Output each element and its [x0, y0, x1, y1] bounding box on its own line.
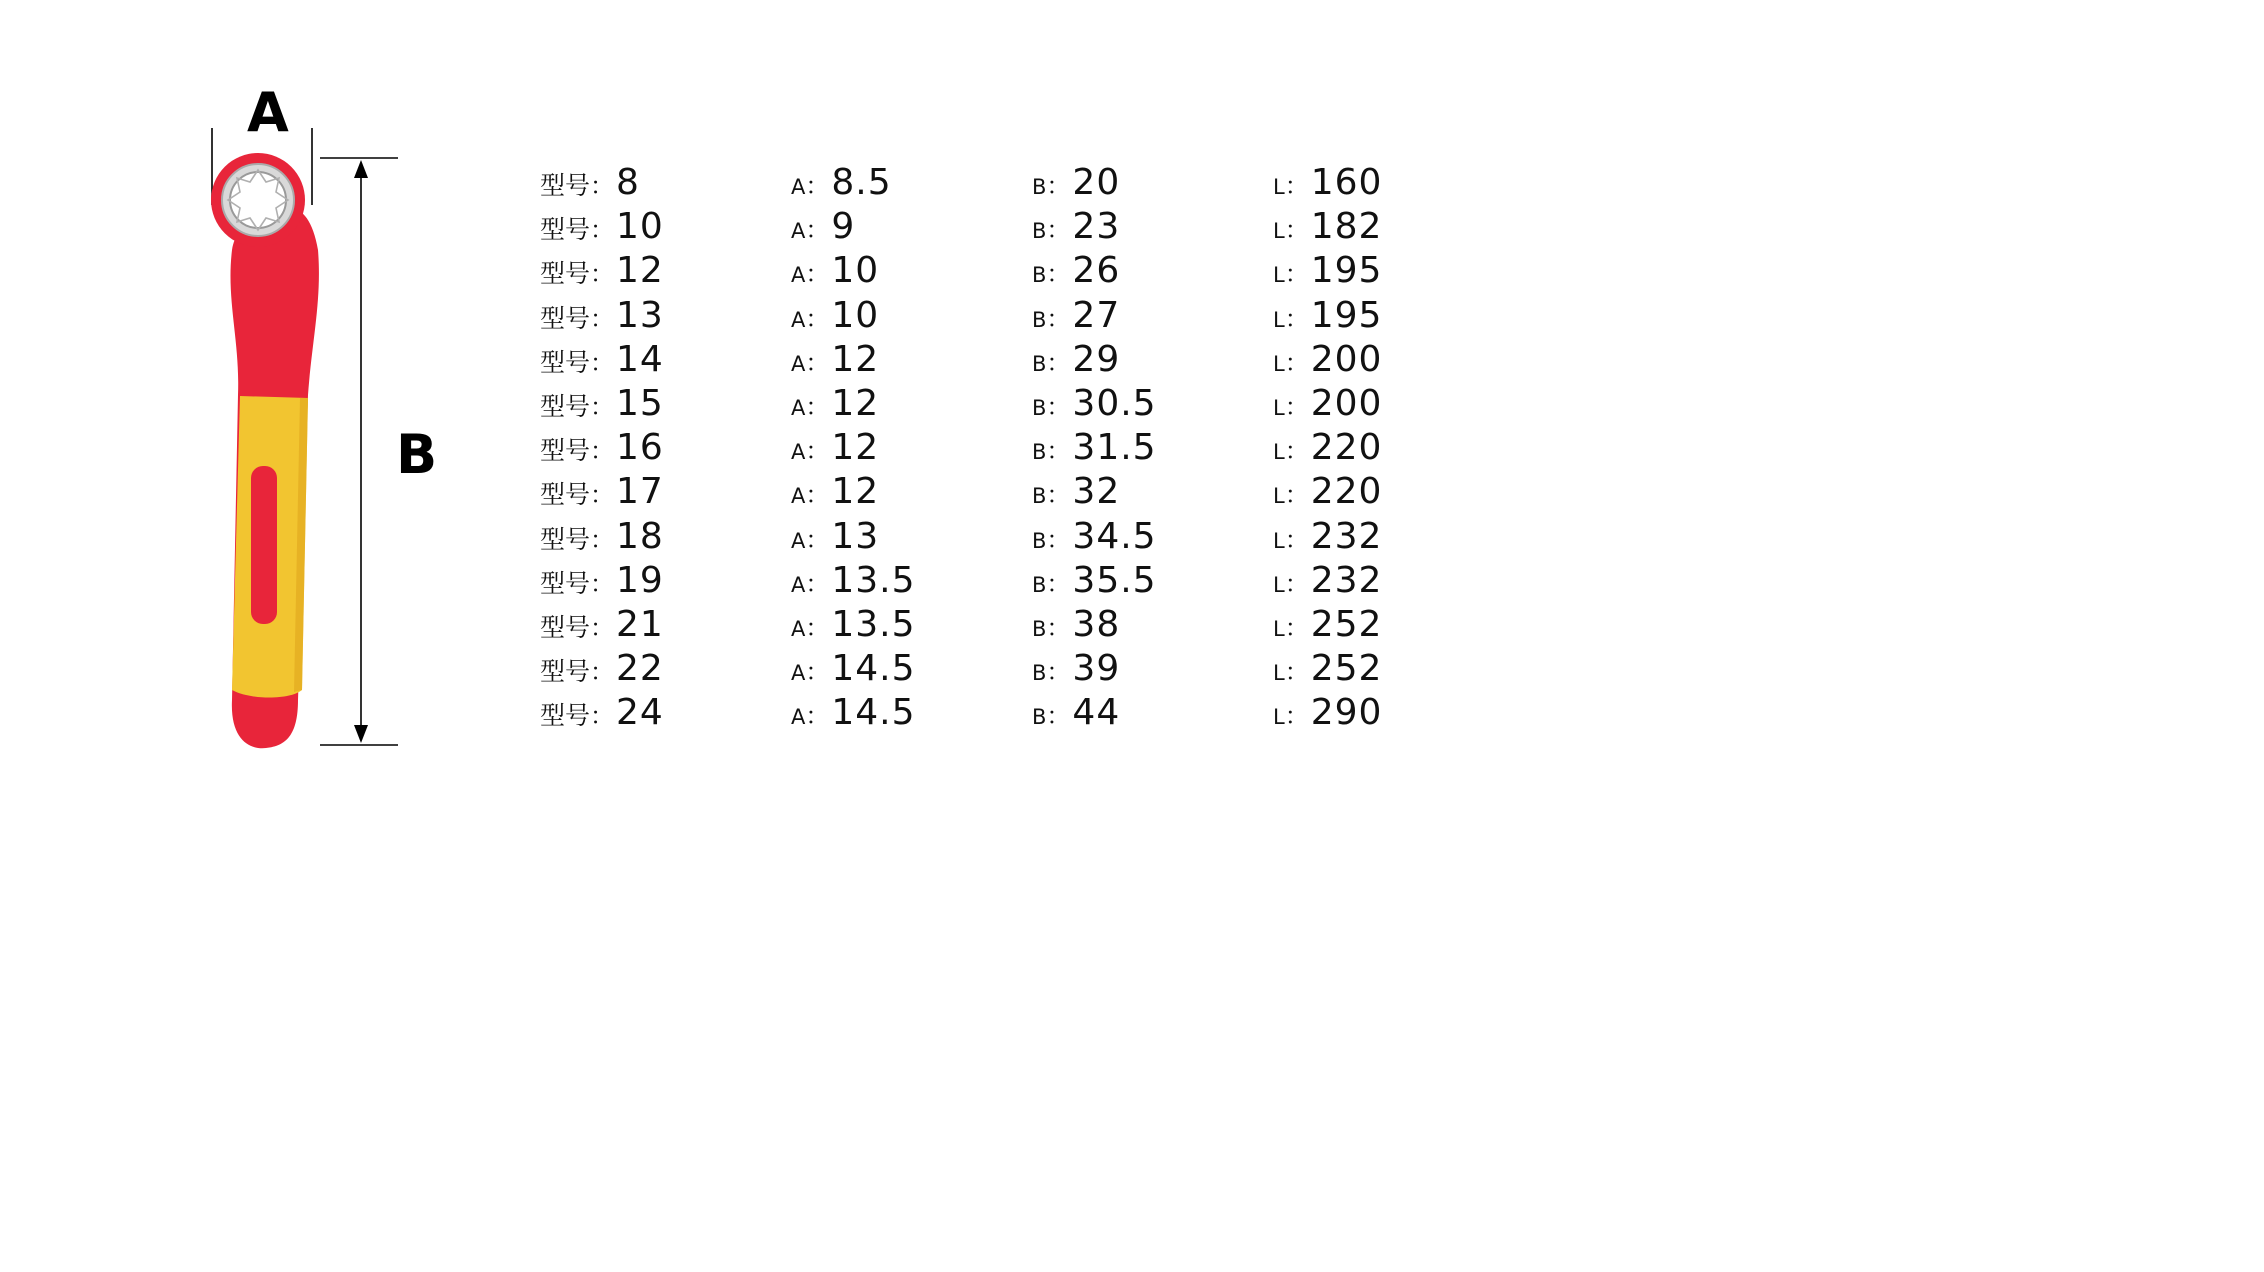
- b-label: B: [1032, 263, 1047, 288]
- a-value: 13.5: [831, 559, 916, 601]
- spec-cell-a: [791, 295, 1032, 336]
- label-colon: ：: [1046, 481, 1071, 510]
- label-colon: ：: [1284, 613, 1309, 642]
- model-label: 型号: [540, 347, 591, 377]
- spec-cell-a: [791, 250, 1032, 291]
- b-label: B: [1032, 572, 1047, 597]
- l-value: 160: [1310, 162, 1383, 203]
- model-value: 16: [616, 427, 664, 469]
- spec-cell-l: [1273, 206, 1433, 247]
- b-label: B: [1032, 395, 1047, 420]
- model-value: 18: [616, 515, 664, 557]
- spec-cell-model: [540, 604, 791, 645]
- b-value: 23: [1072, 206, 1121, 248]
- spec-cell-a: [791, 471, 1032, 512]
- label-colon: ：: [590, 216, 615, 245]
- spec-row: [540, 206, 1440, 250]
- a-label: A: [791, 307, 806, 332]
- label-colon: ：: [590, 172, 615, 200]
- spec-cell-model: [540, 648, 791, 689]
- a-value: 10: [831, 294, 880, 336]
- model-label: 型号: [540, 701, 591, 731]
- a-value: 12: [831, 382, 880, 424]
- spec-row: [540, 692, 1440, 736]
- model-label: 型号: [540, 303, 591, 333]
- l-label: L: [1273, 395, 1285, 420]
- a-value: 12: [831, 427, 880, 469]
- spec-cell-b: [1032, 339, 1273, 380]
- label-colon: ：: [805, 702, 830, 731]
- label-colon: ：: [1284, 172, 1309, 200]
- spec-cell-l: [1273, 648, 1433, 689]
- spec-cell-model: [540, 206, 791, 247]
- label-colon: ：: [590, 613, 615, 642]
- label-colon: ：: [590, 392, 615, 421]
- spec-row: [540, 383, 1440, 427]
- b-label: B: [1032, 661, 1047, 686]
- spec-cell-a: [791, 427, 1032, 468]
- a-value: 13.5: [831, 603, 916, 645]
- a-label: A: [791, 263, 806, 288]
- b-value: 34.5: [1072, 515, 1157, 557]
- dimension-b-arrow-head-top: [354, 160, 368, 178]
- l-label: L: [1273, 263, 1285, 288]
- b-label: B: [1032, 307, 1047, 332]
- spec-cell-l: [1273, 383, 1433, 424]
- spec-row: [540, 295, 1440, 339]
- a-label: A: [791, 219, 806, 244]
- label-colon: ：: [590, 437, 615, 466]
- spec-cell-model: [540, 250, 791, 291]
- spec-row: [540, 339, 1440, 383]
- b-value: 30.5: [1072, 382, 1157, 424]
- a-value: 14.5: [831, 648, 916, 690]
- label-colon: ：: [1284, 702, 1309, 731]
- a-value: 8.5: [831, 162, 892, 203]
- spec-cell-model: [540, 516, 791, 557]
- label-colon: ：: [1284, 569, 1309, 598]
- a-label: A: [791, 484, 806, 509]
- a-label: A: [791, 705, 806, 730]
- label-colon: ：: [1046, 658, 1071, 687]
- a-value: 12: [831, 471, 880, 513]
- b-value: 20: [1072, 162, 1121, 203]
- spec-cell-b: [1032, 295, 1273, 336]
- spec-cell-model: [540, 560, 791, 601]
- l-value: 200: [1310, 382, 1383, 424]
- l-label: L: [1273, 616, 1285, 641]
- model-label: 型号: [540, 568, 591, 598]
- model-value: 12: [616, 250, 664, 292]
- b-label: B: [1032, 440, 1047, 465]
- label-colon: ：: [1284, 481, 1309, 510]
- spec-cell-l: [1273, 250, 1433, 291]
- b-label: B: [1032, 705, 1047, 730]
- b-label: B: [1032, 351, 1047, 376]
- spec-cell-b: [1032, 250, 1273, 291]
- spec-cell-a: [791, 692, 1032, 733]
- l-label: L: [1273, 528, 1285, 553]
- l-value: 290: [1310, 692, 1383, 734]
- l-label: L: [1273, 572, 1285, 597]
- spec-cell-l: [1273, 471, 1433, 512]
- model-value: 22: [616, 648, 664, 690]
- spec-row: [540, 471, 1440, 515]
- label-colon: ：: [1046, 172, 1071, 200]
- b-label: B: [1032, 175, 1047, 199]
- b-label: B: [1032, 219, 1047, 244]
- label-colon: ：: [805, 348, 830, 377]
- b-label: B: [1032, 528, 1047, 553]
- label-colon: ：: [805, 569, 830, 598]
- spec-cell-b: [1032, 427, 1273, 468]
- label-colon: ：: [590, 569, 615, 598]
- b-value: 27: [1072, 294, 1121, 336]
- label-colon: ：: [1046, 216, 1071, 245]
- spec-cell-a: [791, 339, 1032, 380]
- l-value: 200: [1310, 338, 1383, 380]
- b-label: B: [1032, 484, 1047, 509]
- label-colon: ：: [590, 702, 615, 731]
- spec-cell-a: [791, 162, 1032, 203]
- label-colon: ：: [805, 216, 830, 245]
- a-value: 12: [831, 338, 880, 380]
- label-colon: ：: [1046, 569, 1071, 598]
- spec-cell-model: [540, 471, 791, 512]
- spec-cell-b: [1032, 604, 1273, 645]
- b-value: 39: [1072, 648, 1121, 690]
- label-colon: ：: [1284, 348, 1309, 377]
- label-colon: ：: [805, 481, 830, 510]
- spec-cell-b: [1032, 471, 1273, 512]
- model-value: 24: [616, 692, 664, 734]
- label-colon: ：: [1284, 260, 1309, 289]
- label-colon: ：: [805, 172, 830, 200]
- model-value: 10: [616, 206, 664, 248]
- spec-cell-l: [1273, 162, 1433, 203]
- a-value: 10: [831, 250, 880, 292]
- spec-cell-l: [1273, 295, 1433, 336]
- label-colon: ：: [590, 481, 615, 510]
- b-value: 31.5: [1072, 427, 1157, 469]
- model-value: 19: [616, 559, 664, 601]
- l-label: L: [1273, 440, 1285, 465]
- model-label: 型号: [540, 391, 591, 421]
- spec-cell-b: [1032, 383, 1273, 424]
- b-value: 38: [1072, 603, 1121, 645]
- spec-cell-l: [1273, 604, 1433, 645]
- spec-row: [540, 162, 1440, 206]
- l-value: 232: [1310, 515, 1383, 557]
- spec-cell-l: [1273, 516, 1433, 557]
- spec-cell-a: [791, 383, 1032, 424]
- spec-cell-b: [1032, 206, 1273, 247]
- label-colon: ：: [805, 613, 830, 642]
- spec-cell-model: [540, 427, 791, 468]
- l-value: 220: [1310, 471, 1383, 513]
- ring-bore: [230, 172, 286, 228]
- label-colon: ：: [805, 437, 830, 466]
- model-value: 13: [616, 294, 664, 336]
- spec-cell-b: [1032, 162, 1273, 203]
- l-value: 182: [1310, 206, 1383, 248]
- label-colon: ：: [1046, 702, 1071, 731]
- b-value: 26: [1072, 250, 1121, 292]
- spec-row: [540, 250, 1440, 294]
- model-value: 14: [616, 338, 664, 380]
- l-label: L: [1273, 219, 1285, 244]
- b-value: 35.5: [1072, 559, 1157, 601]
- a-label: A: [791, 440, 806, 465]
- a-label: A: [791, 528, 806, 553]
- spec-cell-model: [540, 383, 791, 424]
- a-label: A: [791, 616, 806, 641]
- label-colon: ：: [805, 392, 830, 421]
- l-label: L: [1273, 351, 1285, 376]
- l-value: 232: [1310, 559, 1383, 601]
- spec-cell-a: [791, 604, 1032, 645]
- label-colon: ：: [590, 348, 615, 377]
- a-label: A: [791, 175, 806, 199]
- label-colon: ：: [1284, 392, 1309, 421]
- l-value: 220: [1310, 427, 1383, 469]
- label-colon: ：: [1284, 437, 1309, 466]
- spec-cell-l: [1273, 560, 1433, 601]
- a-label: A: [791, 395, 806, 420]
- label-colon: ：: [1046, 348, 1071, 377]
- l-value: 252: [1310, 603, 1383, 645]
- a-label: A: [791, 351, 806, 376]
- label-colon: ：: [1284, 525, 1309, 554]
- dimension-a-label: A: [247, 81, 289, 144]
- a-value: 9: [831, 206, 856, 248]
- a-label: A: [791, 572, 806, 597]
- model-label: 型号: [540, 215, 591, 245]
- spec-row: [540, 604, 1440, 648]
- l-label: L: [1273, 661, 1285, 686]
- b-value: 44: [1072, 692, 1121, 734]
- l-label: L: [1273, 484, 1285, 509]
- model-label: 型号: [540, 436, 591, 466]
- spec-row: [540, 648, 1440, 692]
- model-value: 8: [616, 162, 640, 203]
- spec-cell-l: [1273, 692, 1433, 733]
- model-label: 型号: [540, 171, 591, 200]
- grip-slot: [251, 466, 277, 624]
- label-colon: ：: [1046, 525, 1071, 554]
- l-value: 195: [1310, 294, 1383, 336]
- model-label: 型号: [540, 657, 591, 687]
- label-colon: ：: [1046, 260, 1071, 289]
- spec-row: [540, 516, 1440, 560]
- label-colon: ：: [805, 260, 830, 289]
- label-colon: ：: [805, 658, 830, 687]
- label-colon: ：: [1046, 304, 1071, 333]
- label-colon: ：: [1046, 613, 1071, 642]
- label-colon: ：: [1046, 437, 1071, 466]
- b-value: 32: [1072, 471, 1121, 513]
- spec-cell-b: [1032, 560, 1273, 601]
- l-value: 195: [1310, 250, 1383, 292]
- model-value: 17: [616, 471, 664, 513]
- label-colon: ：: [590, 304, 615, 333]
- label-colon: ：: [590, 525, 615, 554]
- spec-cell-l: [1273, 427, 1433, 468]
- l-value: 252: [1310, 648, 1383, 690]
- label-colon: ：: [1284, 304, 1309, 333]
- dimension-b-label: B: [396, 423, 438, 486]
- spec-cell-a: [791, 516, 1032, 557]
- a-label: A: [791, 661, 806, 686]
- label-colon: ：: [1284, 216, 1309, 245]
- spec-cell-b: [1032, 516, 1273, 557]
- model-label: 型号: [540, 480, 591, 510]
- b-label: B: [1032, 616, 1047, 641]
- label-colon: ：: [1284, 658, 1309, 687]
- spec-row: [540, 427, 1440, 471]
- wrench-figure: [0, 0, 480, 886]
- model-value: 15: [616, 382, 664, 424]
- spec-cell-model: [540, 162, 791, 203]
- label-colon: ：: [590, 658, 615, 687]
- l-label: L: [1273, 705, 1285, 730]
- spec-cell-b: [1032, 648, 1273, 689]
- spec-cell-model: [540, 339, 791, 380]
- l-label: L: [1273, 175, 1285, 199]
- label-colon: ：: [805, 304, 830, 333]
- a-value: 13: [831, 515, 880, 557]
- dimension-b-arrow-head-bottom: [354, 725, 368, 743]
- spec-cell-a: [791, 206, 1032, 247]
- a-value: 14.5: [831, 692, 916, 734]
- label-colon: ：: [805, 525, 830, 554]
- model-label: 型号: [540, 524, 591, 554]
- spec-cell-a: [791, 648, 1032, 689]
- model-label: 型号: [540, 612, 591, 642]
- spec-cell-a: [791, 560, 1032, 601]
- spec-cell-b: [1032, 692, 1273, 733]
- spec-cell-model: [540, 295, 791, 336]
- spec-row: [540, 560, 1440, 604]
- label-colon: ：: [590, 260, 615, 289]
- model-value: 21: [616, 603, 664, 645]
- spec-cell-model: [540, 692, 791, 733]
- spec-cell-l: [1273, 339, 1433, 380]
- l-label: L: [1273, 307, 1285, 332]
- specification-table: [540, 162, 1440, 736]
- model-label: 型号: [540, 259, 591, 289]
- label-colon: ：: [1046, 392, 1071, 421]
- b-value: 29: [1072, 338, 1121, 380]
